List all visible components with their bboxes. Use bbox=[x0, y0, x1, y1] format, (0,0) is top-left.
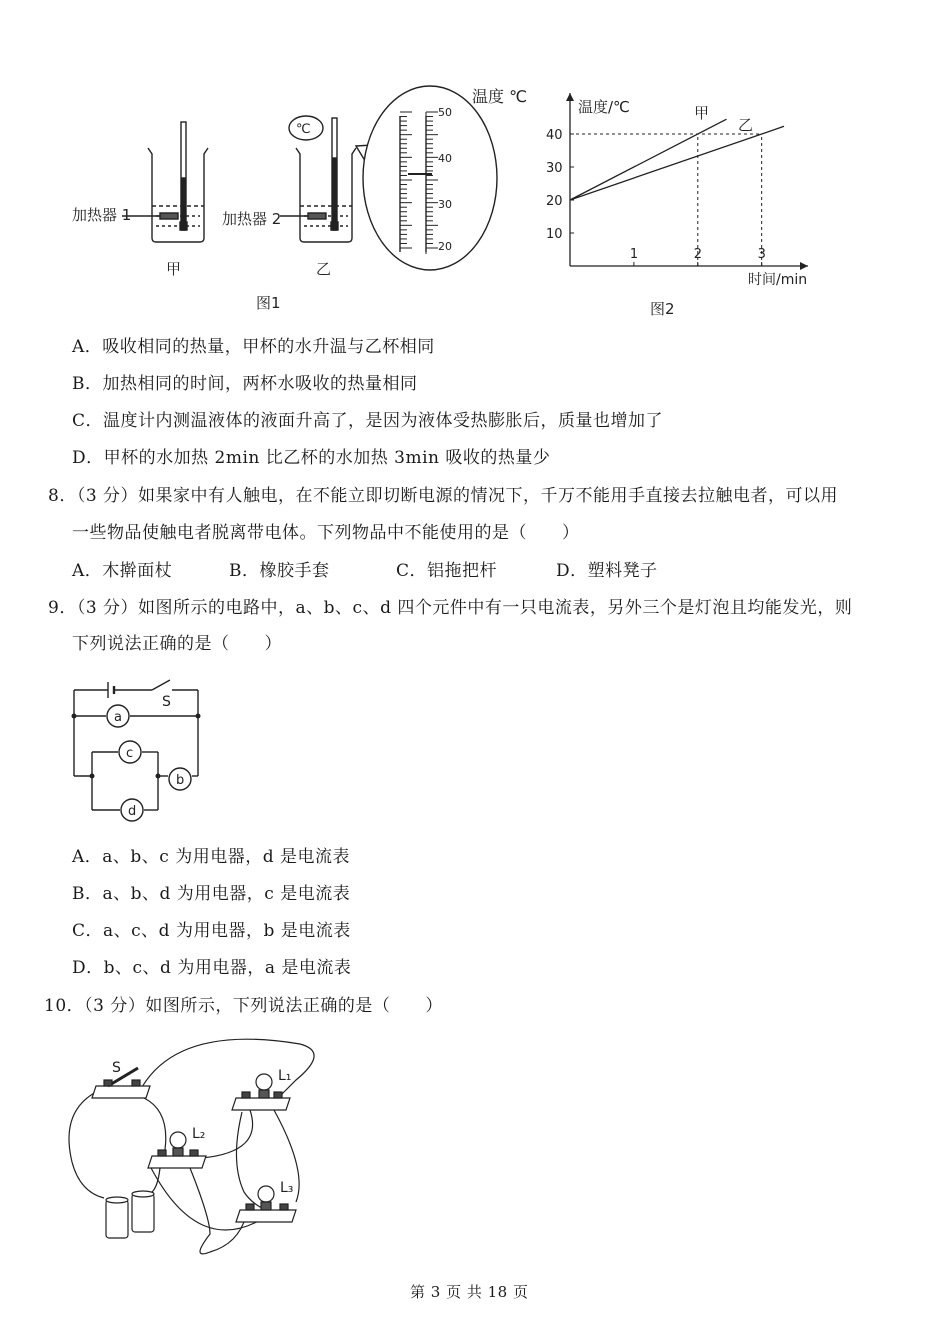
y-axis-arrow bbox=[566, 93, 574, 101]
q8-option-c[interactable]: C．铝拖把杆 bbox=[396, 561, 498, 581]
beaker-yi-label: 乙 bbox=[316, 260, 332, 278]
series-line-yi bbox=[570, 126, 784, 200]
y-tick-label: 20 bbox=[546, 194, 563, 209]
q8-option-d[interactable]: D．塑料凳子 bbox=[556, 561, 658, 581]
y-tick-label: 40 bbox=[546, 128, 563, 143]
celsius-badge: ℃ bbox=[296, 122, 311, 137]
thermometer-zoom bbox=[356, 86, 497, 270]
zoom-tick-40: 40 bbox=[438, 152, 452, 165]
q7-option-c[interactable]: C．温度计内测温液体的液面升高了，是因为液体受热膨胀后，质量也增加了 bbox=[72, 411, 664, 431]
figure-1-caption: 图1 bbox=[256, 294, 281, 312]
q9-circuit bbox=[66, 676, 216, 832]
series-line-jia bbox=[570, 119, 727, 200]
figure-1 bbox=[60, 78, 540, 328]
zoom-tick-30: 30 bbox=[438, 198, 452, 211]
q9-option-b[interactable]: B．a、b、d 为用电器，c 是电流表 bbox=[72, 884, 351, 904]
heater-2-label: 加热器 2 bbox=[222, 210, 282, 228]
x-tick-label: 1 bbox=[629, 247, 639, 262]
beaker-jia-label: 甲 bbox=[166, 260, 182, 278]
q9-element-c: c bbox=[126, 746, 134, 761]
y-tick-label: 30 bbox=[546, 161, 563, 176]
q10-l2-label: L₂ bbox=[192, 1126, 206, 1142]
q10-switch-label: S bbox=[112, 1060, 121, 1076]
q9-option-c[interactable]: C．a、c、d 为用电器，b 是电流表 bbox=[72, 921, 351, 941]
series-yi-label: 乙 bbox=[738, 116, 754, 134]
beaker-yi bbox=[280, 116, 356, 242]
chart-guides bbox=[570, 134, 762, 266]
chart-xlabel: 时间/min bbox=[748, 272, 808, 288]
chart-ylabel: 温度/℃ bbox=[578, 98, 630, 116]
q8-option-a[interactable]: A．木擀面杖 bbox=[72, 561, 173, 581]
q8-stem-line1: 8．（3 分）如果家中有人触电，在不能立即切断电源的情况下，千万不能用手直接去拉触电者，可以用 bbox=[48, 486, 839, 506]
page-footer: 第 3 页 共 18 页 bbox=[410, 1283, 529, 1301]
x-axis-arrow bbox=[800, 262, 808, 270]
x-tick-label: 3 bbox=[757, 247, 766, 262]
q9-option-d[interactable]: D．b、c、d 为用电器，a 是电流表 bbox=[72, 958, 352, 978]
q8-option-b[interactable]: B．橡胶手套 bbox=[229, 561, 330, 581]
q10-stem: 10．（3 分）如图所示，下列说法正确的是（ ） bbox=[44, 996, 443, 1016]
q8-stem-line2: 一些物品使触电者脱离带电体。下列物品中不能使用的是（ ） bbox=[72, 523, 580, 543]
q9-stem-line1: 9．（3 分）如图所示的电路中，a、b、c、d 四个元件中有一只电流表，另外三个是灯泡且均能发光，则 bbox=[48, 598, 853, 618]
q9-switch-label: S bbox=[162, 694, 171, 710]
zoom-title: 温度 ℃ bbox=[472, 87, 528, 106]
q10-l3-label: L₃ bbox=[280, 1180, 294, 1196]
figure-2-caption: 图2 bbox=[650, 300, 675, 318]
q9-element-a: a bbox=[114, 710, 122, 725]
x-tick-label: 2 bbox=[693, 247, 703, 262]
switch-s bbox=[92, 1068, 150, 1098]
q9-stem-line2: 下列说法正确的是（ ） bbox=[72, 634, 282, 654]
q9-element-b: b bbox=[176, 773, 185, 788]
series-jia-label: 甲 bbox=[694, 104, 710, 122]
battery-cells bbox=[106, 1191, 154, 1238]
figure-2-chart bbox=[520, 88, 840, 328]
zoom-tick-50: 50 bbox=[438, 106, 452, 119]
chart-axes bbox=[566, 93, 808, 270]
q9-element-d: d bbox=[128, 804, 137, 819]
beaker-jia bbox=[122, 122, 208, 242]
y-tick-label: 10 bbox=[546, 227, 563, 242]
q7-option-a[interactable]: A．吸收相同的热量，甲杯的水升温与乙杯相同 bbox=[72, 337, 435, 357]
zoom-tick-20: 20 bbox=[438, 240, 452, 253]
q10-circuit bbox=[60, 1032, 330, 1257]
q7-option-d[interactable]: D．甲杯的水加热 2min 比乙杯的水加热 3min 吸收的热量少 bbox=[72, 448, 551, 468]
q10-l1-label: L₁ bbox=[278, 1068, 292, 1084]
q7-option-b[interactable]: B．加热相同的时间，两杯水吸收的热量相同 bbox=[72, 374, 418, 394]
heater-1-label: 加热器 1 bbox=[72, 206, 132, 224]
q9-option-a[interactable]: A．a、b、c 为用电器，d 是电流表 bbox=[72, 847, 351, 867]
